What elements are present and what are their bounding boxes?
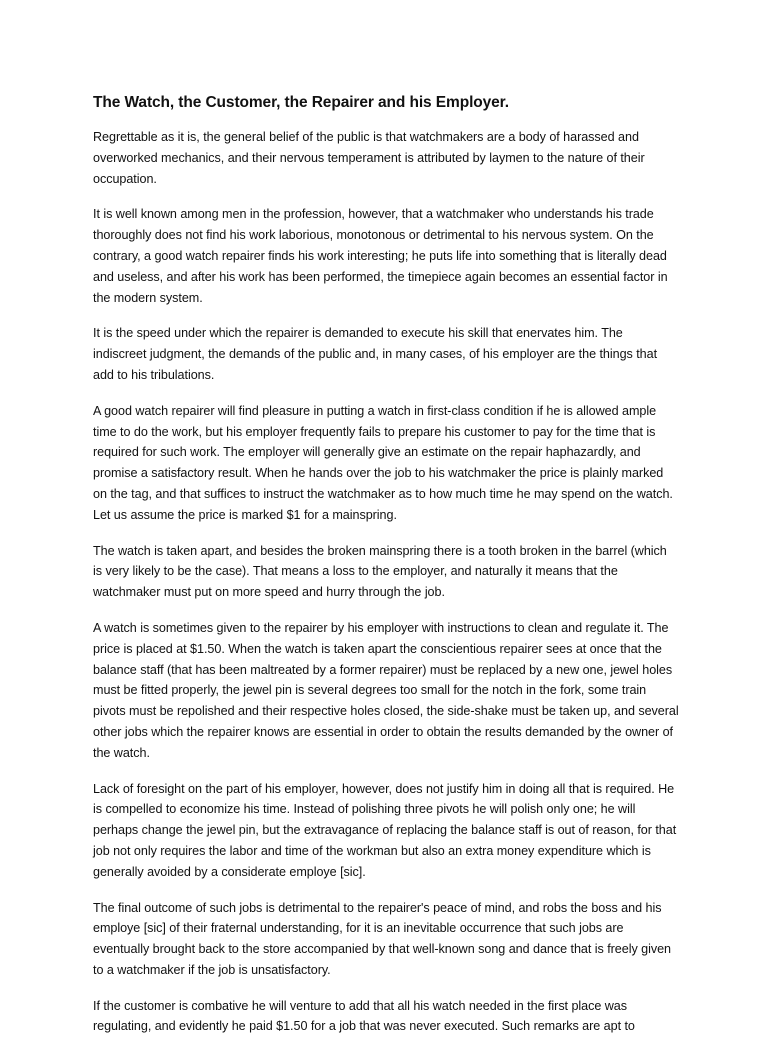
paragraph: It is the speed under which the repairer is demanded to execute his skill that enervates him. The indiscreet judgment, the demands of the public and, in many cases, of his employer are the things that add to his tribulations.	[93, 326, 658, 382]
document-page	[93, 92, 679, 1052]
document-title: The Watch, the Customer, the Repairer and his Employer.	[93, 94, 509, 111]
paragraph: A good watch repairer will find pleasure in putting a watch in first-class condition if he is allowed ample time to do the work, but his employer frequently fails to prepare his customer to pay for the time that is required for such work. The employer will generally give an estimate on the repair haphazardly, and promise a satisfactory result. When he hands over the job to his watchmaker the price is plainly marked on the tag, and that suffices to instruct the watchmaker as to how much time he may spend on the watch. Let us assume the price is marked $1 for a mainspring.	[93, 403, 673, 522]
paragraph: If the customer is combative he will venture to add that all his watch needed in the first place was regulating, and evidently he paid $1.50 for a job that was never executed. Such remarks are apt to	[93, 998, 635, 1034]
paragraph: The final outcome of such jobs is detrimental to the repairer's peace of mind, and robs the boss and his employe [sic] of their fraternal understanding, for it is an inevitable occurrence that such jobs are eventually brought back to the store accompanied by that well-known song and dance that is freely given to a watchmaker if the job is unsatisfactory.	[93, 900, 672, 977]
paragraph: It is well known among men in the profession, however, that a watchmaker who understands his trade thoroughly does not find his work laborious, monotonous or detrimental to his nervous system. On the contrary, a good watch repairer finds his work interesting; he puts life into something that is literally dead and useless, and after his work has been performed, the timepiece again becomes an essential factor in the modern system.	[93, 207, 668, 305]
paragraph: Regrettable as it is, the general belief of the public is that watchmakers are a body of harassed and overworked mechanics, and their nervous temperament is attributed by laymen to the nature of their occupation.	[93, 130, 645, 186]
paragraph: Lack of foresight on the part of his employer, however, does not justify him in doing all that is required. He is compelled to economize his time. Instead of polishing three pivots he will polish only one; he will perhaps change the jewel pin, but the extravagance of replacing the balance staff is out of reason, for that job not only requires the labor and time of the workman but also an extra money expenditure which is generally avoided by a considerate employe [sic].	[93, 781, 677, 879]
paragraph: A watch is sometimes given to the repairer by his employer with instructions to clean and regulate it. The price is placed at $1.50. When the watch is taken apart the conscientious repairer sees at once that the balance staff (that has been maltreated by a former repairer) must be replaced by a new one, jewel holes must be fitted properly, the jewel pin is several degrees too small for the notch in the fork, some train pivots must be repolished and their respective holes closed, the side-shake must be taken up, and several other jobs which the repairer knows are essential in order to obtain the results demanded by the owner of the watch.	[93, 620, 679, 760]
paragraph: The watch is taken apart, and besides the broken mainspring there is a tooth broken in the barrel (which is very likely to be the case). That means a loss to the employer, and naturally it means that the watchmaker must put on more speed and hurry through the job.	[93, 543, 667, 600]
